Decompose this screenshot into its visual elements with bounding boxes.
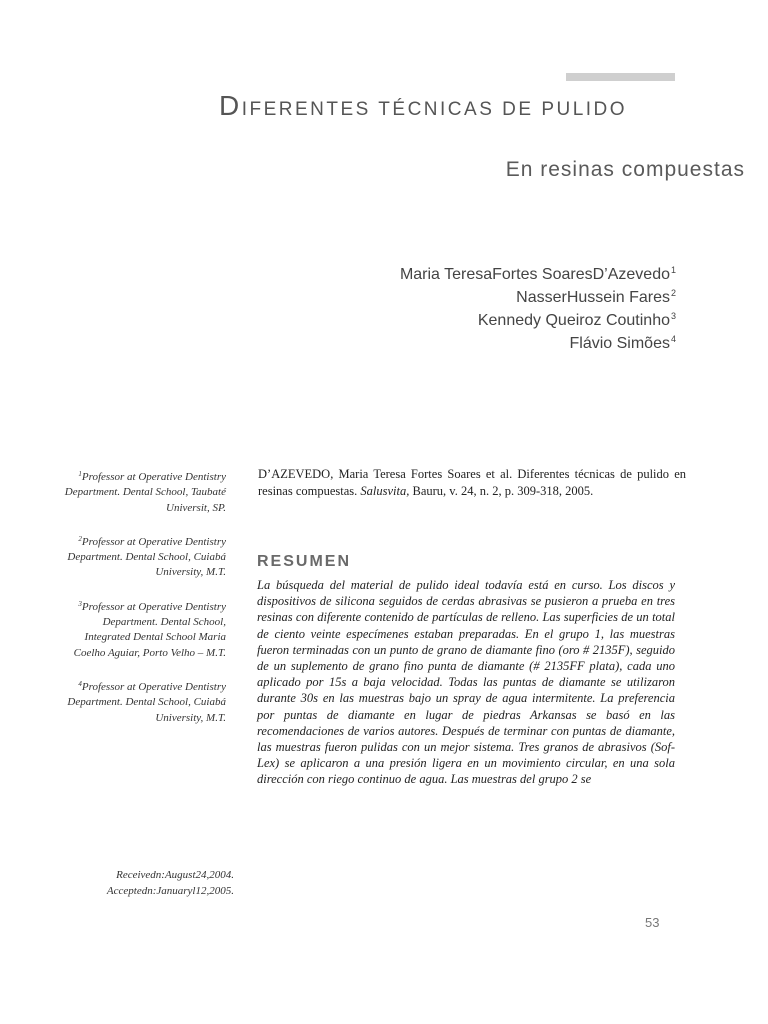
author	[400, 259, 676, 282]
author-affiliation-mark: 1	[670, 265, 676, 275]
decorative-top-bar	[566, 73, 675, 81]
author-list	[400, 259, 676, 351]
affiliation	[60, 532, 226, 581]
affiliation-text: Professor at Operative Dentistry Department. Dental School, Integrated Dental School Maria Coelho Aguiar, Porto Velho – M.T.	[73, 600, 226, 659]
affiliation-mark: 2	[78, 534, 82, 543]
author-affiliation-mark: 4	[670, 334, 676, 344]
citation-reference	[258, 466, 686, 500]
affiliation-text: Professor at Operative Dentistry Department. Dental School, Taubaté Universit, SP.	[64, 471, 226, 514]
author-name: Maria TeresaFortes SoaresD’Azevedo	[399, 266, 670, 283]
author-name: Kennedy Queiroz Coutinho	[477, 312, 670, 329]
author-affiliation-mark: 3	[670, 311, 676, 321]
accepted-date: Acceptedn:Januaryl12,2005.	[106, 885, 234, 897]
author-name: Flávio Simões	[569, 335, 670, 352]
section-heading-resumen: RESUMEN	[257, 553, 352, 570]
abstract-text: La búsqueda del material de pulido ideal todavía está en curso. Los discos y dispositivos de silicona seguidos de cerdas abrasivas se pusieron a prueba en tres resinas con diferente contenido de partículas de relleno. Las superficies de un total de ciento veinte especímenes estaban preparadas. En el grupo 1, las muestras fueron terminadas con un punto de grano de diamante fino (oro # 2135F), seguido de un suplemento de grano fino punta de diamante (# 2135FF plata), cada uno aplicado por 15s a baja velocidad. Todas las puntas de diamante se utilizaron durante 30s en las muestras bajo un spray de agua intermitente. La preferencia por puntas de diamante en lugar de piedras Arkansas se basó en las recomendaciones de varios autores. Después de terminar con puntas de diamante, las muestras fueron pulidas con un mejor sistema. Tres granos de abrasivos (Sof-Lex) se aplicaron a una presión ligera en un movimiento circular, en una sola dirección con riego continuo de agua. Las muestras del grupo 2 se	[257, 578, 675, 787]
affiliation	[60, 677, 226, 726]
received-accepted-dates	[40, 867, 234, 899]
author-affiliation-mark: 2	[670, 288, 676, 298]
affiliation-mark: 3	[78, 599, 82, 608]
title-first-letter: D	[219, 90, 242, 121]
author	[400, 328, 676, 351]
title-rest: IFERENTES TÉCNICAS DE PULIDO	[241, 99, 628, 120]
author-name: NasserHussein Fares	[516, 289, 670, 306]
article-title	[219, 90, 679, 122]
affiliation-text: Professor at Operative Dentistry Department. Dental School, Cuiabá University, M.T.	[67, 535, 226, 579]
page-number: 53	[645, 915, 660, 930]
affiliation	[60, 467, 226, 516]
citation-authors-title: D’AZEVEDO, Maria Teresa Fortes Soares et al. Diferentes técnicas de pulido en resinas compuestas.	[258, 467, 686, 498]
received-date: Receivedn:August24,2004.	[116, 869, 234, 881]
author	[400, 305, 676, 328]
article-subtitle: En resinas compuestas	[505, 158, 745, 181]
citation-journal: Salusvita,	[360, 484, 410, 498]
affiliations-sidebar	[60, 467, 226, 742]
affiliation	[60, 597, 226, 661]
affiliation-text: Professor at Operative Dentistry Department. Dental School, Cuiabá University, M.T.	[67, 680, 226, 724]
affiliation-mark: 1	[78, 470, 82, 478]
affiliation-mark: 4	[78, 679, 82, 688]
author	[400, 282, 676, 305]
citation-details: Bauru, v. 24, n. 2, p. 309-318, 2005.	[409, 484, 594, 498]
